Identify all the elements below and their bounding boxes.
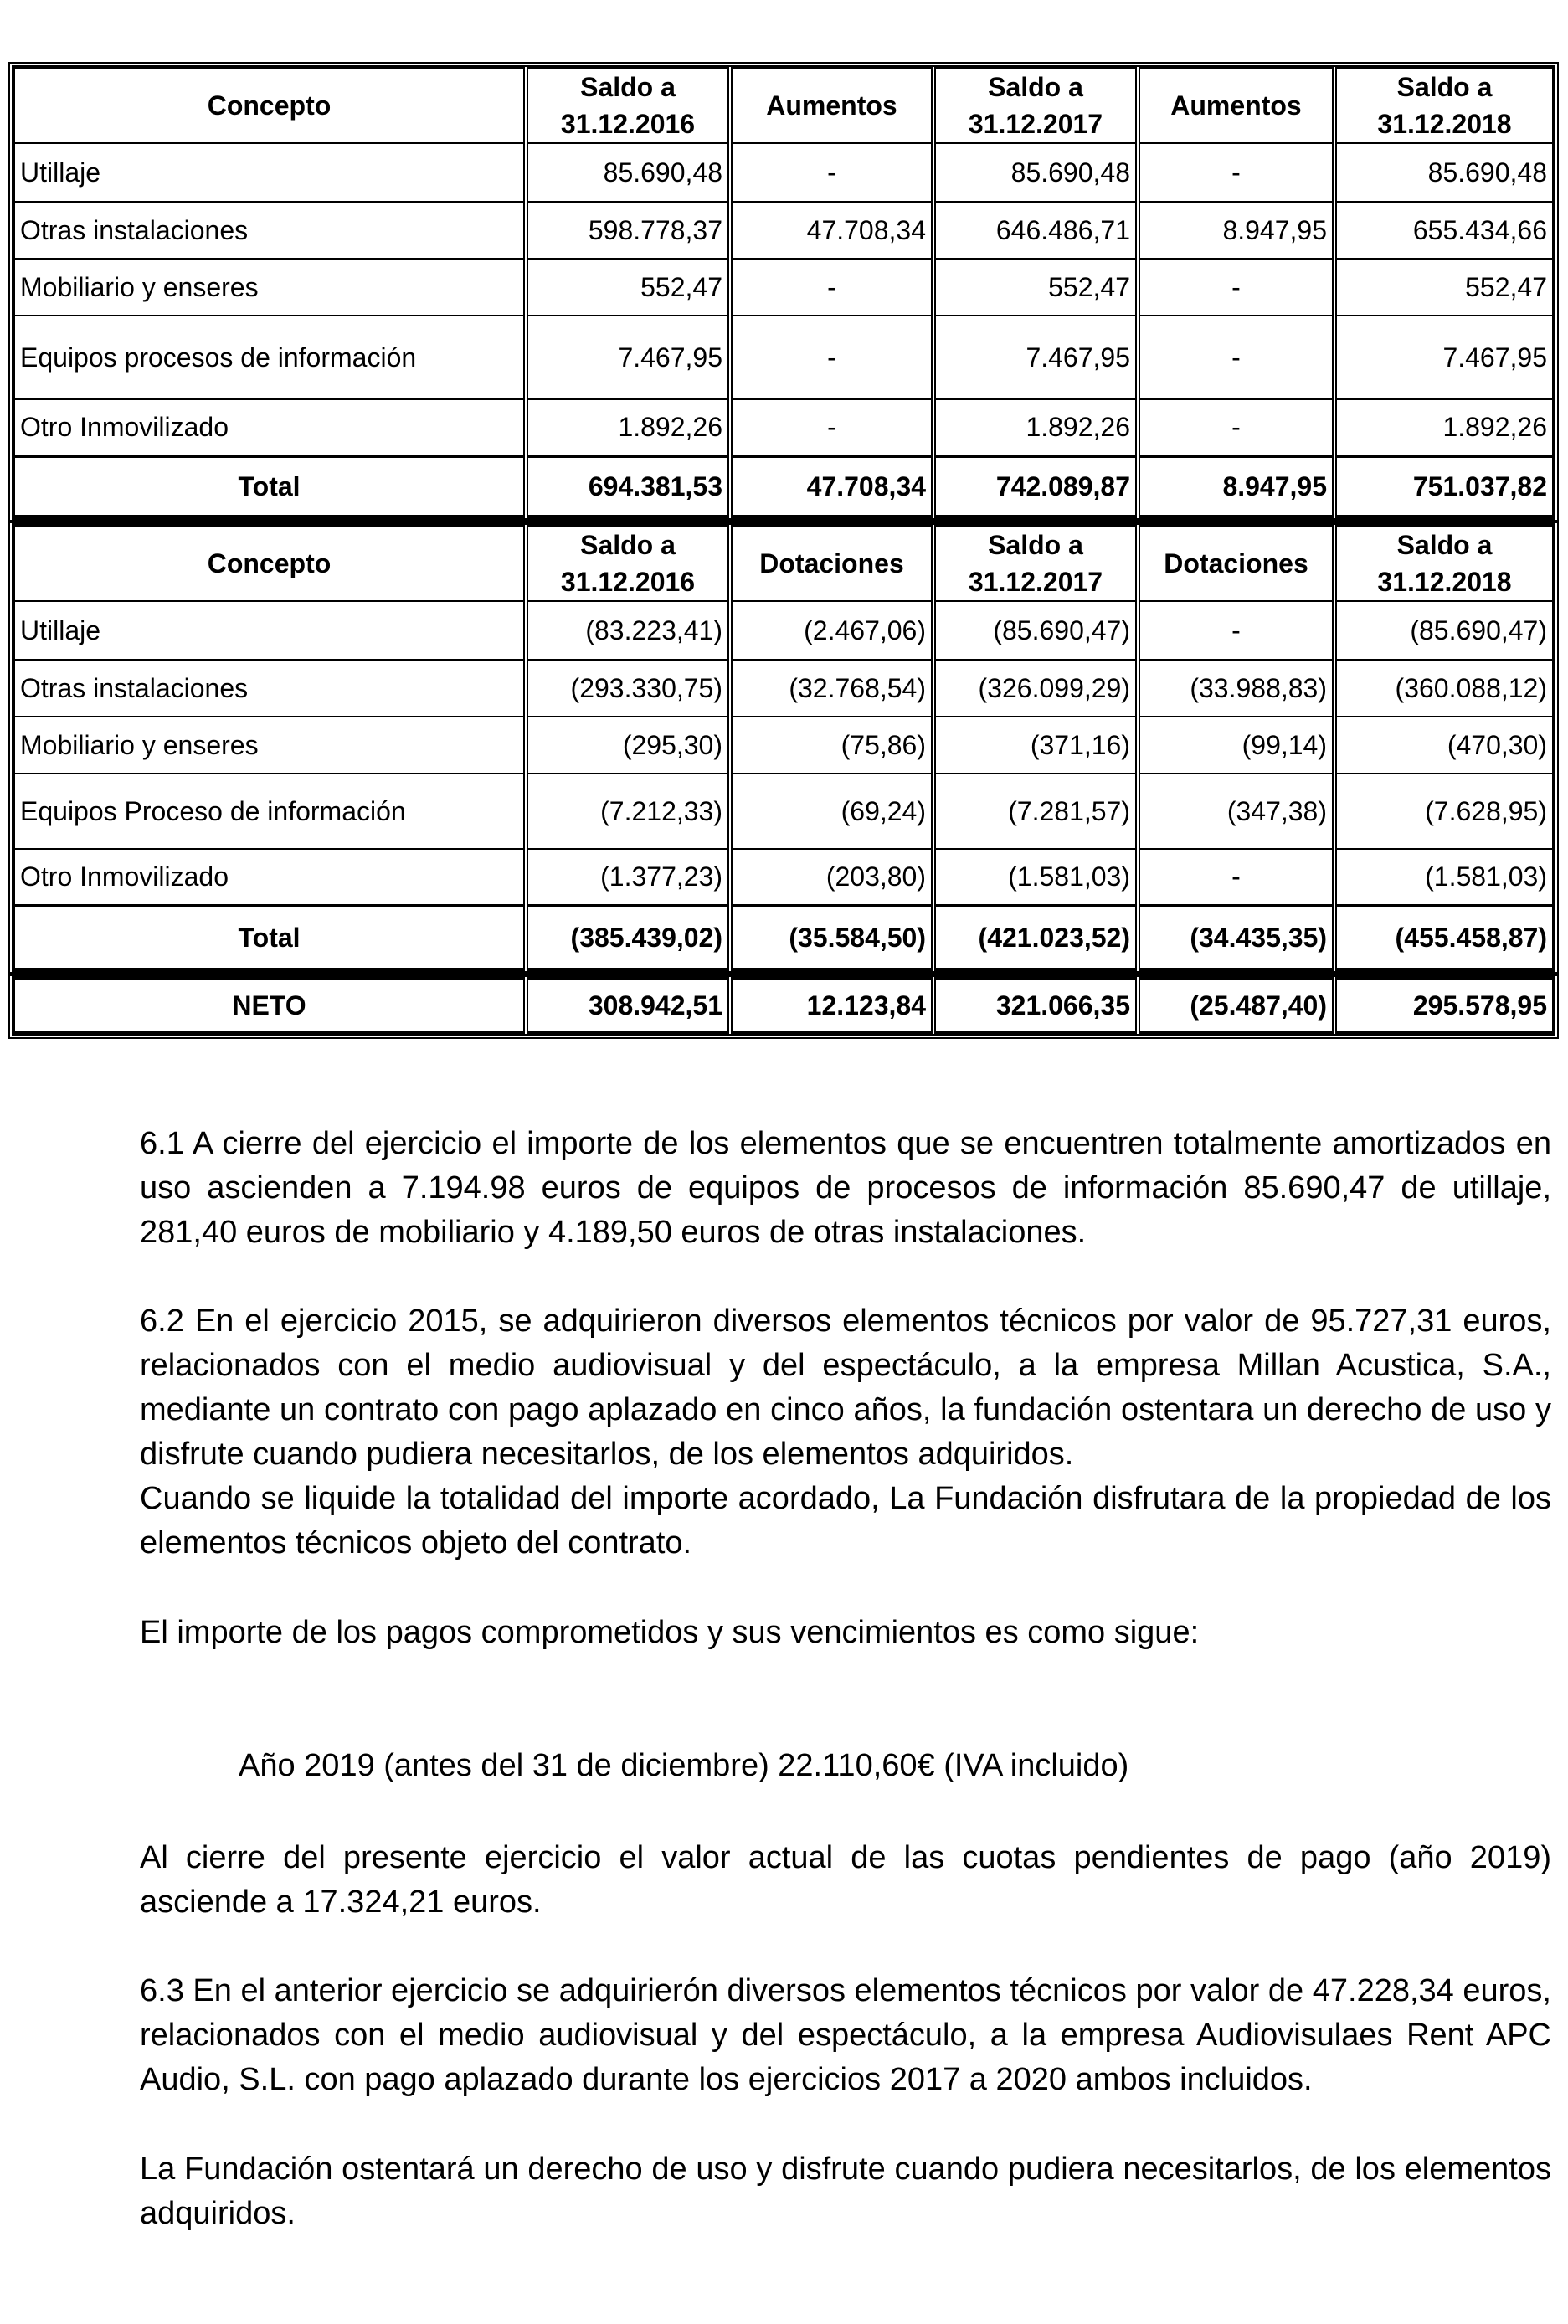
net-label: NETO [14, 979, 526, 1032]
total-value: 742.089,87 [933, 456, 1138, 517]
cell-value: - [1138, 259, 1334, 316]
cell-value: 552,47 [1334, 259, 1553, 316]
cell-value: (360.088,12) [1334, 660, 1553, 717]
total-value: 47.708,34 [730, 456, 933, 517]
cell-value: 1.892,26 [526, 399, 730, 456]
total-value: (34.435,35) [1138, 906, 1334, 969]
net-value: 321.066,35 [933, 979, 1138, 1032]
payment-schedule [140, 1744, 1568, 1788]
total-value: (455.458,87) [1334, 906, 1553, 969]
fixed-assets-increase-table [13, 67, 1554, 518]
pending-installments [140, 1836, 1551, 1925]
cell-value: (7.628,95) [1334, 774, 1553, 849]
total-value: 8.947,95 [1138, 456, 1334, 517]
cell-value: (83.223,41) [526, 601, 730, 660]
total-row [14, 906, 1553, 969]
cell-value: 598.778,37 [526, 202, 730, 259]
cell-value: (470,30) [1334, 717, 1553, 774]
cell-value: 552,47 [933, 259, 1138, 316]
paragraph: La Fundación ostentará un derecho de uso y disfrute cuando pudiera necesitarlos, de los elementos adquiridos. [140, 2152, 1551, 2231]
cell-value: (33.988,83) [1138, 660, 1334, 717]
total-label: Total [14, 906, 526, 969]
cell-value: (347,38) [1138, 774, 1334, 849]
header-cell: Concepto [14, 68, 526, 143]
cell-value: - [730, 399, 933, 456]
cell-value: (295,30) [526, 717, 730, 774]
usage-rights [140, 2147, 1551, 2236]
header-cell: Saldo a 31.12.2017 [933, 526, 1138, 601]
cell-value: (99,14) [1138, 717, 1334, 774]
cell-value: (371,16) [933, 717, 1138, 774]
paragraph: 6.1 A cierre del ejercicio el importe de los elementos que se encuentren totalmente amortizados en uso ascienden a 7.194.98 euros de equipos de procesos de información 85.690,47 de utillaje, 281,40 euros de mobiliario y 4.189,50 euros de otras instalaciones. [140, 1126, 1551, 1250]
row-label: Otro Inmovilizado [14, 849, 526, 906]
cell-value: (1.581,03) [1334, 849, 1553, 906]
cell-value: - [1138, 601, 1334, 660]
cell-value: (75,86) [730, 717, 933, 774]
paragraph: El importe de los pagos comprometidos y sus vencimientos es como sigue: [140, 1615, 1200, 1650]
cell-value: 7.467,95 [933, 316, 1138, 399]
cell-value: - [730, 259, 933, 316]
cell-value: 646.486,71 [933, 202, 1138, 259]
net-value: 12.123,84 [730, 979, 933, 1032]
cell-value: - [1138, 399, 1334, 456]
cell-value: (293.330,75) [526, 660, 730, 717]
table-row [14, 774, 1553, 849]
cell-value: 1.892,26 [1334, 399, 1553, 456]
total-row [14, 456, 1553, 517]
header-cell: Saldo a 31.12.2016 [526, 68, 730, 143]
header-cell: Saldo a 31.12.2017 [933, 68, 1138, 143]
table-row [14, 202, 1553, 259]
table-header-row [14, 526, 1553, 601]
total-value: (385.439,02) [526, 906, 730, 969]
row-label: Otro Inmovilizado [14, 399, 526, 456]
net-row [14, 979, 1553, 1032]
cell-value: 47.708,34 [730, 202, 933, 259]
cell-value: - [1138, 143, 1334, 202]
payments-intro [140, 1611, 1551, 1655]
table-row [14, 660, 1553, 717]
note-6-1 [140, 1122, 1551, 1255]
cell-value: 655.434,66 [1334, 202, 1553, 259]
cell-value: (32.768,54) [730, 660, 933, 717]
row-label: Utillaje [14, 601, 526, 660]
cell-value: (1.377,23) [526, 849, 730, 906]
cell-value: - [730, 316, 933, 399]
cell-value: (7.281,57) [933, 774, 1138, 849]
cell-value: (1.581,03) [933, 849, 1138, 906]
row-label: Otras instalaciones [14, 660, 526, 717]
row-label: Mobiliario y enseres [14, 259, 526, 316]
total-value: 694.381,53 [526, 456, 730, 517]
table-row [14, 601, 1553, 660]
header-cell: Saldo a 31.12.2018 [1334, 526, 1553, 601]
row-label: Otras instalaciones [14, 202, 526, 259]
paragraph: 6.2 En el ejercicio 2015, se adquirieron diversos elementos técnicos por valor de 95.727,31 euros, relacionados con el medio audiovisual y del espectáculo, a la empresa Millan Acustica, S.A., mediante un contrato con pago aplazado en cinco años, la fundación ostentara un derecho de uso y disfrute cuando pudiera necesitarlos, de los elementos adquiridos. [140, 1303, 1551, 1472]
table-row [14, 717, 1553, 774]
paragraph: 6.3 En el anterior ejercicio se adquirierón diversos elementos técnicos por valor de 47.228,34 euros, relacionados con el medio audiovisual y del espectáculo, a la empresa Audiovisulaes Rent APC Audio, S.L. con pago aplazado durante los ejercicios 2017 a 2020 ambos incluidos. [140, 1973, 1551, 2097]
total-value: 751.037,82 [1334, 456, 1553, 517]
cell-value: - [1138, 849, 1334, 906]
table-row [14, 143, 1553, 202]
paragraph: Año 2019 (antes del 31 de diciembre) 22.110,60€ (IVA incluido) [239, 1748, 1129, 1783]
cell-value: (85.690,47) [1334, 601, 1553, 660]
cell-value: - [1138, 316, 1334, 399]
total-value: (421.023,52) [933, 906, 1138, 969]
table-row [14, 399, 1553, 456]
table-header-row [14, 68, 1553, 143]
paragraph: Cuando se liquide la totalidad del importe acordado, La Fundación disfrutara de la propiedad de los elementos técnicos objeto del contrato. [140, 1481, 1551, 1560]
cell-value: 85.690,48 [933, 143, 1138, 202]
cell-value: (2.467,06) [730, 601, 933, 660]
cell-value: (69,24) [730, 774, 933, 849]
cell-value: 85.690,48 [1334, 143, 1553, 202]
total-value: (35.584,50) [730, 906, 933, 969]
header-cell: Dotaciones [730, 526, 933, 601]
total-label: Total [14, 456, 526, 517]
cell-value: 552,47 [526, 259, 730, 316]
header-cell: Concepto [14, 526, 526, 601]
net-value: (25.487,40) [1138, 979, 1334, 1032]
header-cell: Saldo a 31.12.2018 [1334, 68, 1553, 143]
cell-value: - [730, 143, 933, 202]
cell-value: (326.099,29) [933, 660, 1138, 717]
cell-value: 7.467,95 [526, 316, 730, 399]
cell-value: (203,80) [730, 849, 933, 906]
header-cell: Dotaciones [1138, 526, 1334, 601]
cell-value: 8.947,95 [1138, 202, 1334, 259]
row-label: Utillaje [14, 143, 526, 202]
header-cell: Aumentos [1138, 68, 1334, 143]
header-cell: Aumentos [730, 68, 933, 143]
row-label: Equipos Proceso de información [14, 774, 526, 849]
paragraph: Al cierre del presente ejercicio el valor actual de las cuotas pendientes de pago (año 2019) asciende a 17.324,21 euros. [140, 1840, 1551, 1920]
cell-value: (85.690,47) [933, 601, 1138, 660]
table-row [14, 316, 1553, 399]
amortization-table [13, 525, 1554, 971]
net-value: 295.578,95 [1334, 979, 1553, 1032]
note-6-2 [140, 1299, 1551, 1566]
row-label: Equipos procesos de información [14, 316, 526, 399]
table-row [14, 849, 1553, 906]
table-row [14, 259, 1553, 316]
row-label: Mobiliario y enseres [14, 717, 526, 774]
net-table [13, 977, 1554, 1034]
cell-value: 1.892,26 [933, 399, 1138, 456]
cell-value: 85.690,48 [526, 143, 730, 202]
cell-value: (7.212,33) [526, 774, 730, 849]
net-value: 308.942,51 [526, 979, 730, 1032]
header-cell: Saldo a 31.12.2016 [526, 526, 730, 601]
note-6-3 [140, 1969, 1551, 2102]
cell-value: 7.467,95 [1334, 316, 1553, 399]
